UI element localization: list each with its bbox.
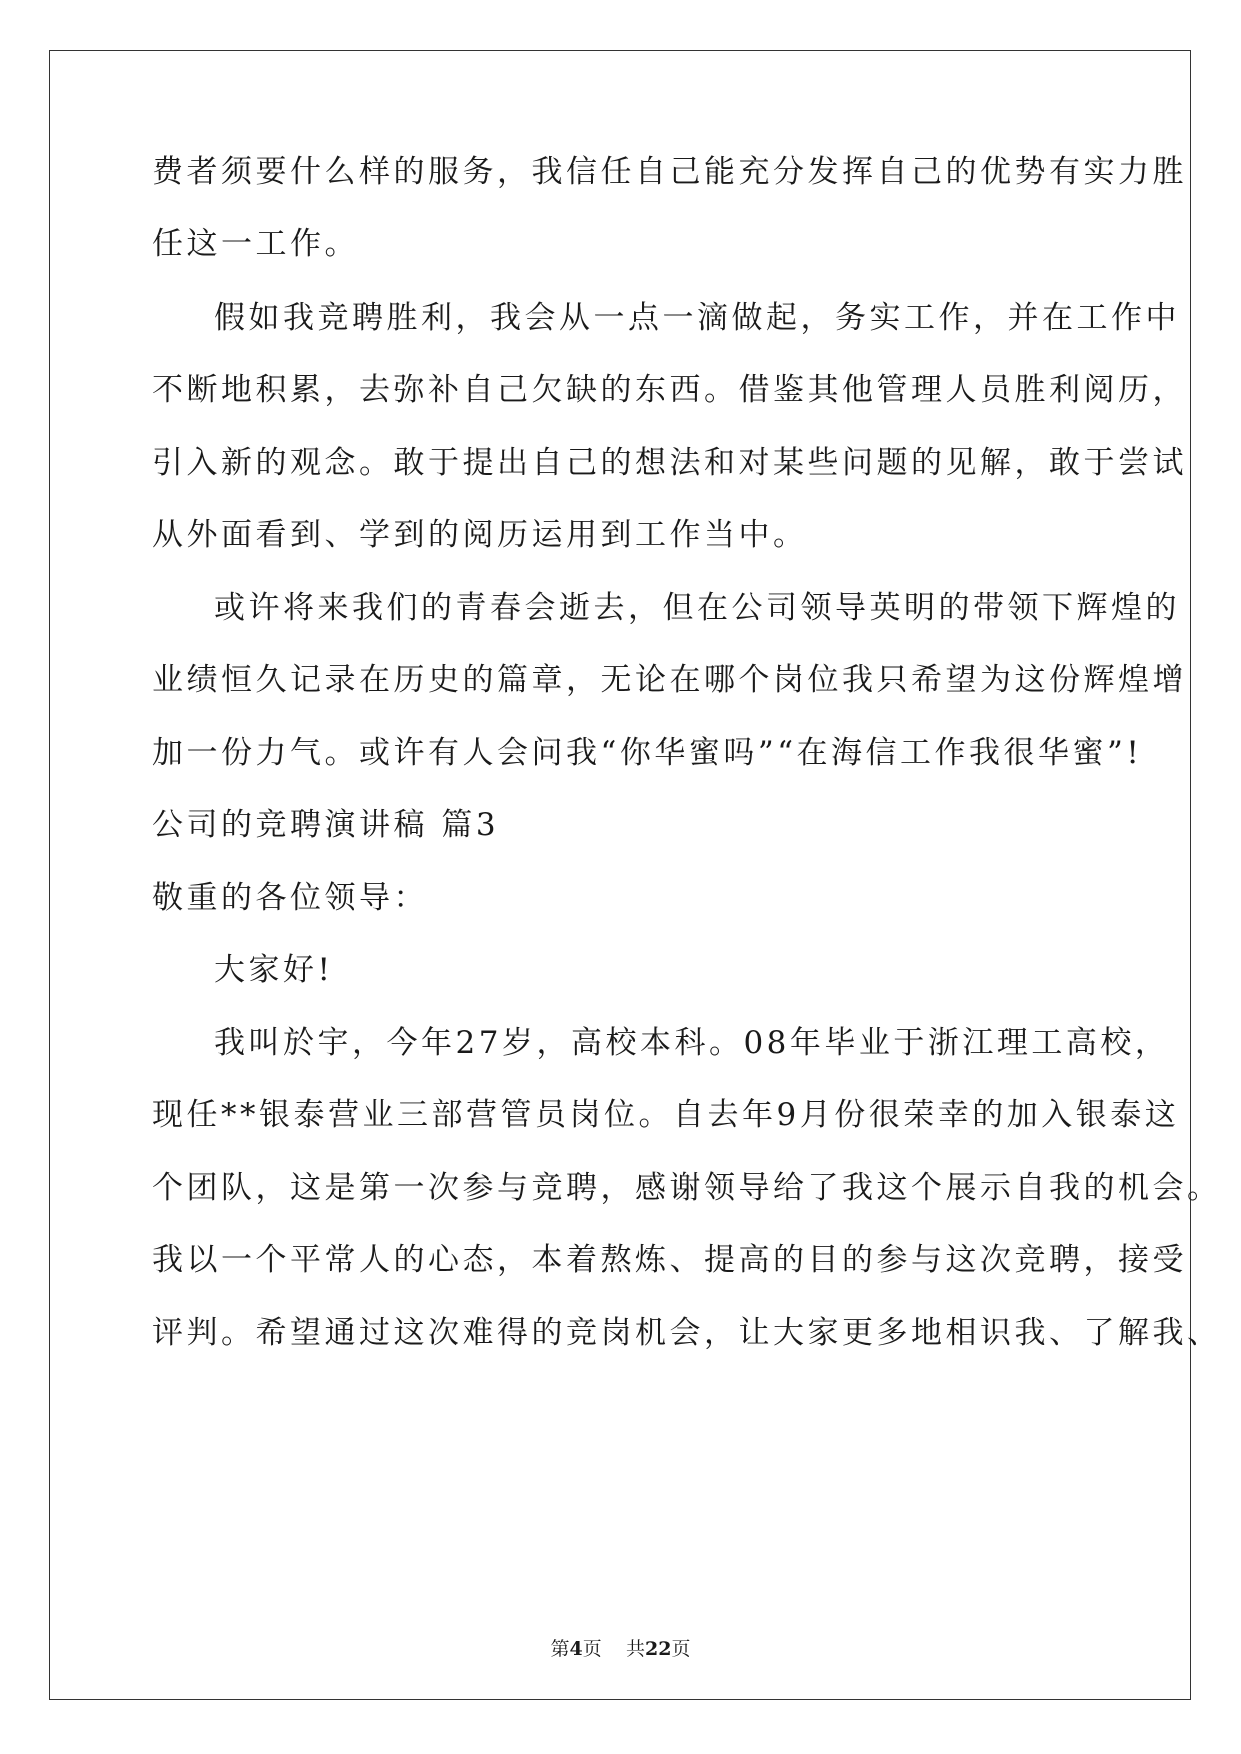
footer-total-prefix: 共 <box>625 1638 645 1660</box>
paragraph-line: 业绩恒久记录在历史的篇章，无论在哪个岗位我只希望为这份辉煌增 <box>152 662 1187 698</box>
paragraph-line: 任这一工作。 <box>152 226 359 262</box>
paragraph-line: 从外面看到、学到的阅历运用到工作当中。 <box>152 517 808 553</box>
footer-page-unit: 页 <box>582 1638 602 1660</box>
paragraph-line: 我叫於宇，今年27岁，高校本科。08年毕业于浙江理工高校， <box>214 1025 1170 1061</box>
section-heading: 公司的竞聘演讲稿 篇3 <box>152 807 500 843</box>
footer-prefix: 第 <box>550 1638 570 1660</box>
paragraph-line: 费者须要什么样的服务，我信任自己能充分发挥自己的优势有实力胜 <box>152 154 1187 190</box>
paragraph-line: 评判。希望通过这次难得的竞岗机会，让大家更多地相识我、了解我、 <box>152 1315 1222 1351</box>
paragraph-line: 引入新的观念。敢于提出自己的想法和对某些问题的见解，敢于尝试 <box>152 445 1187 481</box>
salutation: 敬重的各位领导： <box>152 880 428 916</box>
page-footer <box>0 1637 1241 1661</box>
paragraph-line: 个团队，这是第一次参与竞聘，感谢领导给了我这个展示自我的机会。 <box>152 1170 1222 1206</box>
total-pages: 22 <box>644 1638 672 1660</box>
paragraph-line: 加一份力气。或许有人会问我“你华蜜吗”“在海信工作我很华蜜”! <box>152 735 1143 771</box>
paragraph-line: 我以一个平常人的心态，本着熬炼、提高的目的参与这次竞聘，接受 <box>152 1242 1187 1278</box>
paragraph-line: 不断地积累，去弥补自己欠缺的东西。借鉴其他管理人员胜利阅历， <box>152 372 1187 408</box>
paragraph-line: 假如我竞聘胜利，我会从一点一滴做起，务实工作，并在工作中 <box>214 300 1180 336</box>
page-number: 4 <box>569 1638 583 1660</box>
greeting: 大家好! <box>214 952 334 988</box>
paragraph-line: 或许将来我们的青春会逝去，但在公司领导英明的带领下辉煌的 <box>214 590 1180 626</box>
paragraph-line: 现任**银泰营业三部营管员岗位。自去年9月份很荣幸的加入银泰这 <box>152 1097 1180 1133</box>
footer-total-unit: 页 <box>671 1638 691 1660</box>
